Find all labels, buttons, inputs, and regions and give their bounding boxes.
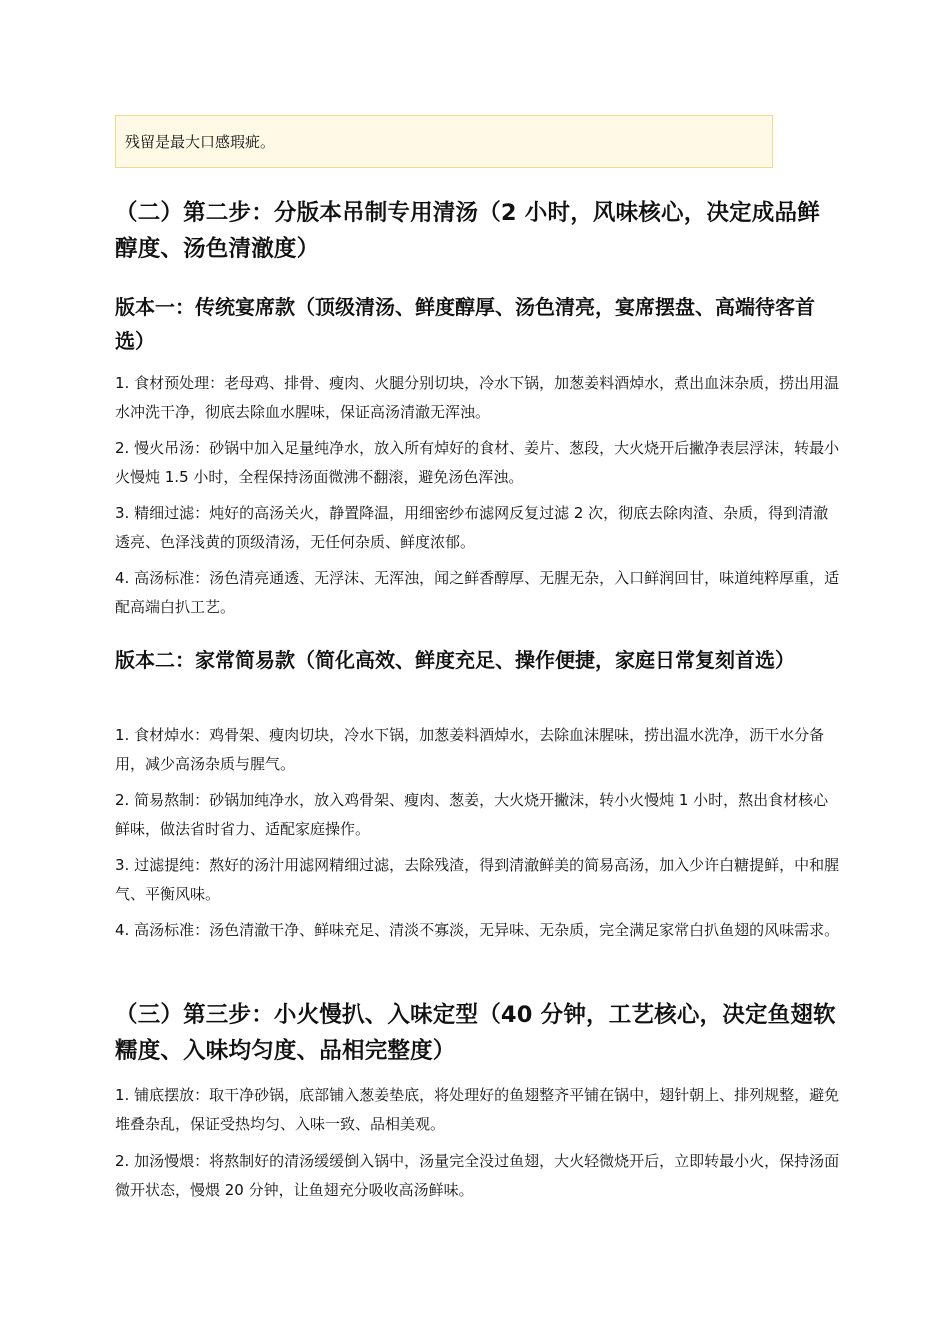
note-text: 残留是最大口感瑕疵。: [125, 133, 276, 151]
version1-item-4: 4. 高汤标准：汤色清亮通透、无浮沫、无浑浊，闻之鲜香醇厚、无腥无杂，入口鲜润回甘，味道纯粹厚重，适配高端白扒工艺。: [115, 569, 840, 616]
step3-item-2: 2. 加汤慢煨：将熬制好的清汤缓缓倒入锅中，汤量完全没过鱼翅，大火轻微烧开后，立即转最小火，保持汤面微开状态，慢煨 20 分钟，让鱼翅充分吸收高汤鲜味。: [115, 1152, 840, 1199]
version2-item-2: 2. 简易熬制：砂锅加纯净水，放入鸡骨架、瘦肉、葱姜，大火烧开撇沫，转小火慢炖 1 小时，熬出食材核心鲜味，做法省时省力、适配家庭操作。: [115, 791, 829, 838]
version1-item-1: 1. 食材预处理：老母鸡、排骨、瘦肉、火腿分别切块，冷水下锅，加葱姜料酒焯水，煮出血沫杂质，捞出用温水冲洗干净，彻底去除血水腥味，保证高汤清澈无浑浊。: [115, 374, 840, 421]
version2-item-3: 3. 过滤提纯：熬好的汤汁用滤网精细过滤，去除残渣，得到清澈鲜美的简易高汤，加入少许白糖提鲜，中和腥气、平衡风味。: [115, 856, 840, 903]
version2-heading: 版本二：家常简易款（简化高效、鲜度充足、操作便捷，家庭日常复刻首选）: [115, 648, 795, 672]
version2-item-4: 4. 高汤标准：汤色清澈干净、鲜味充足、清淡不寡淡，无异味、无杂质，完全满足家常白扒鱼翅的风味需求。: [115, 921, 840, 939]
step3-item-1: 1. 铺底摆放：取干净砂锅，底部铺入葱姜垫底，将处理好的鱼翅整齐平铺在锅中，翅针朝上、排列规整，避免堆叠杂乱，保证受热均匀、入味一致、品相美观。: [115, 1086, 840, 1133]
version1-item-2: 2. 慢火吊汤：砂锅中加入足量纯净水，放入所有焯好的食材、姜片、葱段，大火烧开后撇净表层浮沫，转最小火慢炖 1.5 小时，全程保持汤面微沸不翻滚，避免汤色浑浊。: [115, 439, 840, 486]
version2-item-1: 1. 食材焯水：鸡骨架、瘦肉切块，冷水下锅，加葱姜料酒焯水，去除血沫腥味，捞出温水洗净，沥干水分备用，减少高汤杂质与腥气。: [115, 726, 825, 773]
version1-heading: 版本一：传统宴席款（顶级清汤、鲜度醇厚、汤色清亮，宴席摆盘、高端待客首选）: [115, 295, 815, 353]
note-callout: [115, 115, 773, 168]
step3-heading: （三）第三步：小火慢扒、入味定型（40 分钟，工艺核心，决定鱼翅软糯度、入味均匀度、品相完整度）: [115, 1002, 836, 1064]
version1-item-3: 3. 精细过滤：炖好的高汤关火，静置降温，用细密纱布滤网反复过滤 2 次，彻底去除肉渣、杂质，得到清澈透亮、色泽浅黄的顶级清汤，无任何杂质、鲜度浓郁。: [115, 504, 829, 551]
step2-heading: （二）第二步：分版本吊制专用清汤（2 小时，风味核心，决定成品鲜醇度、汤色清澈度）: [115, 200, 820, 262]
